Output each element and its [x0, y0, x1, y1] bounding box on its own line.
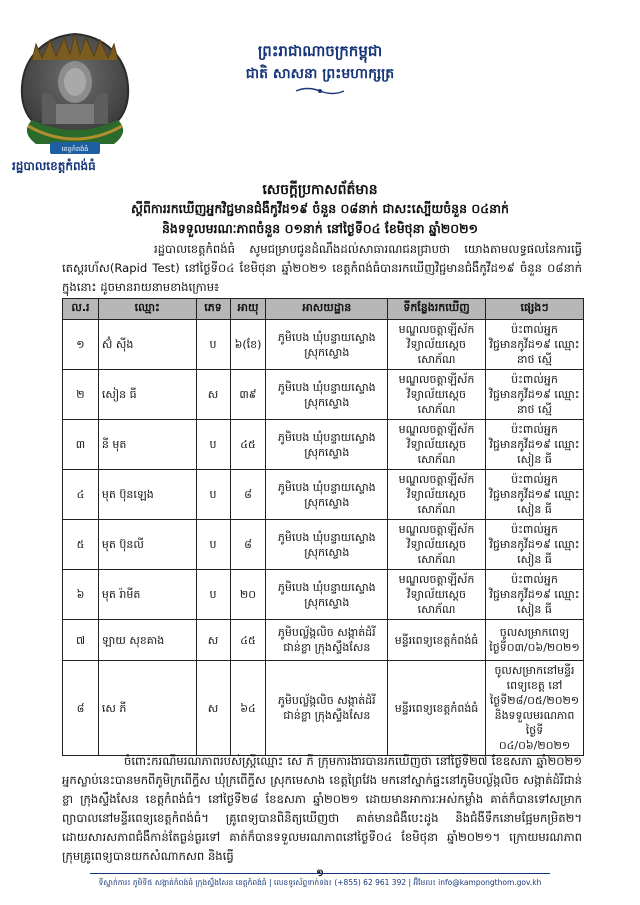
table-row — [63, 470, 584, 520]
cell-note: ចូលសម្រាកនៅមន្ទីរពេទ្យខេត្ត នៅថ្ងៃទី២៨/០៥/២០២១ និងទទួលមរណភាពថ្ងៃទី ០៤/០៦/២០២១ — [485, 661, 583, 756]
royal-motto-kingdom: ព្រះរាជាណាចក្រកម្ពុជា — [257, 42, 383, 60]
ornament-divider-icon — [294, 86, 346, 96]
cell-address: ភូមិបេង ឃុំបន្ទាយស្ទោង ស្រុកស្ទោង — [266, 570, 388, 620]
cell-age: ២០ — [230, 570, 266, 620]
cell-age: ៤៥ — [230, 420, 266, 470]
table-row — [63, 620, 584, 661]
cell-name: មុត រ៉ាមីត — [98, 570, 196, 620]
cell-sex: ប — [196, 320, 230, 370]
cell-name: សៀន ធី — [98, 370, 196, 420]
cell-no: ២ — [63, 370, 99, 420]
footer-divider — [90, 873, 550, 874]
announcement-subject-line2: និងទទួលមរណៈភាពចំនួន ០១នាក់ នៅថ្ងៃទី០៤ ខែមិថុនា ឆ្នាំ២០២១ — [161, 221, 479, 236]
cell-note: ប៉ះពាល់អ្នកវិជ្ជមានកូវីដ១៩ ឈ្មោះ នាថ ស្មើ — [485, 320, 583, 370]
cell-age: ៣៩ — [230, 370, 266, 420]
col-header-found-location: ទីកន្លែងរកឃើញ — [388, 299, 486, 320]
cell-no: ១ — [63, 320, 99, 370]
cell-name: នី មុត — [98, 420, 196, 470]
cell-found: មណ្ឌលចត្តាឡីស័ក វិទ្យាល័យស្ដេចសោភ័ណ — [388, 420, 486, 470]
cell-address: ភូមិបេង ឃុំបន្ទាយស្ទោង ស្រុកស្ទោង — [266, 520, 388, 570]
cell-name: មុត ប៊ុនលី — [98, 520, 196, 570]
cell-age: ៦៤ — [230, 661, 266, 756]
footer-contact: ទីស្នាក់ការ៖ ភូមិទី៥ សង្កាត់កំពង់ធំ ក្រុងស្ទឹងសែន ខេត្តកំពង់ធំ | លេខទូរស័ព្ទទាក់ទង៖ (+855) 62 961 392 | អ៊ីមែល៖ info@kampongthom.gov.kh — [98, 878, 542, 887]
cell-found: មណ្ឌលចត្តាឡីស័ក វិទ្យាល័យស្ដេចសោភ័ណ — [388, 570, 486, 620]
cell-sex: ស — [196, 620, 230, 661]
col-header-address: អាសយដ្ឋាន — [266, 299, 388, 320]
cell-no: ៨ — [63, 661, 99, 756]
cell-address: ភូមិបេង ឃុំបន្ទាយស្ទោង ស្រុកស្ទោង — [266, 370, 388, 420]
cell-found: មណ្ឌលចត្តាឡីស័ក វិទ្យាល័យស្ដេចសោភ័ណ — [388, 470, 486, 520]
cell-name: ឡាយ សុខគាង — [98, 620, 196, 661]
table-row — [63, 420, 584, 470]
table-row — [63, 570, 584, 620]
cell-sex: ប — [196, 570, 230, 620]
cell-note: ប៉ះពាល់អ្នកវិជ្ជមានកូវីដ១៩ ឈ្មោះ សៀន ធី — [485, 520, 583, 570]
province-administration-name: រដ្ឋបាលខេត្តកំពង់ធំ — [12, 159, 96, 173]
announcement-title: សេចក្ដីប្រកាសព័ត៌មាន — [262, 182, 378, 198]
death-case-paragraph: ចំពោះករណីមរណភាពរបស់ស្ត្រីឈ្មោះ សេ ភី ក្រុមការងារបានរកឃើញថា នៅថ្ងៃទី២៧ ខែឧសភា ឆ្នាំ២០២១ អ្នកស្លាប់នេះបានមកពីភូមិក្រពើក្ទីស ឃុំក្រពើក្ទីស ស្រុកមេសាង ខេត្តព្រៃវែង មកនៅស្នាក់ផ្ទះនៅភូមិបល្ល័ង្កលិច សង្កាត់ដំរីជាន់ខ្លា ក្រុងស្ទឹងសែន ខេត្តកំពង់ធំ។ នៅថ្ងៃទី២៨ ខែឧសភា ឆ្នាំ២០២១ ដោយមានអាការៈអស់កម្លាំង គាត់ក៏បានទៅសម្រាកព្យាបាលនៅមន្ទីរពេទ្យខេត្តកំពង់ធំ។ គ្រូពេទ្យបានពិនិត្យឃើញថា គាត់មានជំងឺបេះដូង និងជំងឺទឹកនោមផ្អែមកម្រិត២។ ដោយសារសភាពជំងឺកាន់តែធ្ងន់ធ្ងរទៅ គាត់ក៏បានទទួលមរណភាពនៅថ្ងៃទី០៤ ខែមិថុនា ឆ្នាំ២០២១។ ក្រោយមរណភាព ក្រុមគ្រូពេទ្យបានយកសំណាកសព និងធ្វើ — [62, 754, 582, 863]
cell-name: មុត ប៊ុនឡេង — [98, 470, 196, 520]
col-header-sex: ភេទ — [196, 299, 230, 320]
cell-no: ៦ — [63, 570, 99, 620]
cell-no: ៥ — [63, 520, 99, 570]
col-header-name: ឈ្មោះ — [98, 299, 196, 320]
cell-address: ភូមិបេង ឃុំបន្ទាយស្ទោង ស្រុកស្ទោង — [266, 420, 388, 470]
cell-sex: ប — [196, 420, 230, 470]
cell-found: មន្ទីរពេទ្យខេត្តកំពង់ធំ — [388, 661, 486, 756]
cell-address: ភូមិបល្ល័ង្កលិច សង្កាត់ដំរីជាន់ខ្លា ក្រុងស្ទឹងសែន — [266, 620, 388, 661]
cell-address: ភូមិបេង ឃុំបន្ទាយស្ទោង ស្រុកស្ទោង — [266, 470, 388, 520]
cell-no: ៣ — [63, 420, 99, 470]
cell-note: ប៉ះពាល់អ្នកវិជ្ជមានកូវីដ១៩ ឈ្មោះ សៀន ធី — [485, 570, 583, 620]
cell-found: មន្ទីរពេទ្យខេត្តកំពង់ធំ — [388, 620, 486, 661]
cell-address: ភូមិបេង ឃុំបន្ទាយស្ទោង ស្រុកស្ទោង — [266, 320, 388, 370]
cell-sex: ប — [196, 520, 230, 570]
cell-found: មណ្ឌលចត្តាឡីស័ក វិទ្យាល័យស្ដេចសោភ័ណ — [388, 520, 486, 570]
table-row — [63, 320, 584, 370]
cell-note: ប៉ះពាល់អ្នកវិជ្ជមានកូវីដ១៩ ឈ្មោះ សៀន ធី — [485, 420, 583, 470]
cell-found: មណ្ឌលចត្តាឡីស័ក វិទ្យាល័យស្ដេចសោភ័ណ — [388, 370, 486, 420]
cell-age: ៦(ខែ) — [230, 320, 266, 370]
cell-no: ៤ — [63, 470, 99, 520]
cell-sex: ស — [196, 370, 230, 420]
provincial-seal-logo — [16, 30, 134, 158]
table-row — [63, 520, 584, 570]
cell-name: សេ ភី — [98, 661, 196, 756]
cell-age: ៤៥ — [230, 620, 266, 661]
cell-note: ចូលសម្រាកពេទ្យ ថ្ងៃទី០៣/០៦/២០២១ — [485, 620, 583, 661]
table-header-row — [63, 299, 584, 320]
cell-found: មណ្ឌលចត្តាឡីស័ក វិទ្យាល័យស្ដេចសោភ័ណ — [388, 320, 486, 370]
col-header-no: ល.រ — [63, 299, 99, 320]
cell-sex: ស — [196, 661, 230, 756]
intro-paragraph: រដ្ឋបាលខេត្តកំពង់ធំ សូមជម្រាបជូនដំណឹងដល់សាធារណជនជ្រាបថា យោងតាមលទ្ធផលនៃការធ្វើតេស្តរហ័ស(Rapid Test) នៅថ្ងៃទី០៤ ខែមិថុនា ឆ្នាំ២០២១ ខេត្តកំពង់ធំបានរកឃើញវិជ្ជមានជំងឺកូវីដ១៩ ចំនួន ០៨នាក់ ក្នុងនោះ ដូចមានរាយនាមខាងក្រោម៖ — [62, 242, 582, 294]
cell-address: ភូមិបល្ល័ង្កលិច សង្កាត់ដំរីជាន់ខ្លា ក្រុងស្ទឹងសែន — [266, 661, 388, 756]
table-row — [63, 661, 584, 756]
table-row — [63, 370, 584, 420]
cell-note: ប៉ះពាល់អ្នកវិជ្ជមានកូវីដ១៩ ឈ្មោះ នាថ ស្មើ — [485, 370, 583, 420]
cell-no: ៧ — [63, 620, 99, 661]
cell-sex: ប — [196, 470, 230, 520]
cell-age: ៨ — [230, 470, 266, 520]
seal-caption: ខេត្តកំពង់ធំ — [61, 145, 89, 153]
cases-table — [62, 298, 584, 756]
cell-note: ប៉ះពាល់អ្នកវិជ្ជមានកូវីដ១៩ ឈ្មោះ សៀន ធី — [485, 470, 583, 520]
col-header-remarks: ផ្សេងៗ — [485, 299, 583, 320]
col-header-age: អាយុ — [230, 299, 266, 320]
cell-name: ស៊ំ ស៊ីង — [98, 320, 196, 370]
announcement-subject-line1: ស្ដីពីការរកឃើញអ្នកវិជ្ជមានជំងឺកូវីដ១៩ ចំនួន ០៨នាក់ ជាសះស្បើយចំនួន ០៤នាក់ — [131, 201, 509, 216]
royal-motto-nation: ជាតិ សាសនា ព្រះមហាក្សត្រ — [245, 66, 395, 82]
cell-age: ៨ — [230, 520, 266, 570]
